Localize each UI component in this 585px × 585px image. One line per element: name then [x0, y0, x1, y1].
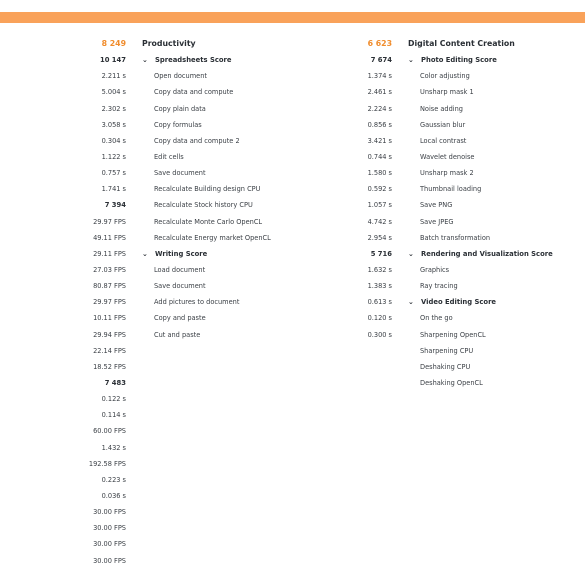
productivity-title: Productivity — [142, 39, 196, 48]
rendering-score-label: Rendering and Visualization Score — [421, 249, 553, 258]
list-item: Recalculate Building design CPU — [154, 185, 261, 194]
score-value: 6 623 — [367, 39, 392, 48]
result-value: 2.211 s — [101, 72, 126, 81]
result-value: 0.592 s — [367, 185, 392, 194]
list-item: Unsharp mask 1 — [420, 88, 474, 97]
list-item: Copy data and compute 2 — [154, 136, 240, 145]
list-item: Recalculate Stock history CPU — [154, 201, 253, 210]
result-value: 0.304 s — [101, 136, 126, 145]
list-item: Load document — [154, 265, 206, 274]
result-value: 3.421 s — [367, 136, 392, 145]
video-editing-score-toggle[interactable] — [408, 294, 583, 310]
result-value: 0.613 s — [367, 298, 392, 307]
list-item: Copy data and compute — [154, 88, 234, 97]
result-value: 2.302 s — [101, 104, 126, 113]
result-value: 0.757 s — [101, 169, 126, 178]
result-value: 29.97 FPS — [93, 217, 126, 226]
dcc-section — [408, 36, 583, 391]
result-value: 60.00 FPS — [93, 427, 126, 436]
chevron-down-icon: ⌄ — [408, 56, 414, 65]
result-value: 0.120 s — [367, 314, 392, 323]
video-editing-score-label: Video Editing Score — [421, 298, 497, 307]
list-item: Recalculate Monte Carlo OpenCL — [154, 217, 263, 226]
result-value: 30.00 FPS — [93, 508, 126, 517]
score-value: 5 716 — [370, 249, 392, 258]
result-value: 1.374 s — [367, 72, 392, 81]
result-value: 0.114 s — [101, 411, 126, 420]
list-item: Save document — [154, 282, 206, 291]
list-item: Ray tracing — [420, 282, 458, 291]
result-value: 30.00 FPS — [93, 556, 126, 565]
list-item: Save JPEG — [420, 217, 454, 226]
list-item: Edit cells — [154, 152, 184, 161]
score-value: 7 674 — [370, 56, 392, 65]
result-value: 29.97 FPS — [93, 298, 126, 307]
result-value: 10.11 FPS — [93, 314, 126, 323]
result-value: 0.223 s — [101, 475, 126, 484]
list-item: Save document — [154, 169, 206, 178]
result-value: 0.036 s — [101, 491, 126, 500]
result-value: 1.741 s — [101, 185, 126, 194]
writing-score-toggle[interactable] — [142, 246, 342, 262]
list-item: Copy formulas — [154, 120, 202, 129]
dcc-title: Digital Content Creation — [408, 39, 515, 48]
list-item: Graphics — [420, 265, 450, 274]
chevron-down-icon: ⌄ — [142, 249, 148, 258]
list-item: Recalculate Energy market OpenCL — [154, 233, 271, 242]
result-value: 1.632 s — [367, 265, 392, 274]
list-item: Cut and paste — [154, 330, 201, 339]
result-value: 30.00 FPS — [93, 524, 126, 533]
top-accent-bar — [0, 12, 585, 23]
chevron-down-icon: ⌄ — [142, 56, 148, 65]
result-value: 22.14 FPS — [93, 346, 126, 355]
list-item: Open document — [154, 72, 207, 81]
list-item: Deshaking CPU — [420, 362, 471, 371]
list-item: Deshaking OpenCL — [420, 378, 483, 387]
result-value: 1.432 s — [101, 443, 126, 452]
result-value: 192.58 FPS — [88, 459, 126, 468]
result-value: 27.03 FPS — [93, 265, 126, 274]
score-value: 8 249 — [101, 39, 126, 48]
result-value: 80.87 FPS — [93, 282, 126, 291]
result-value: 2.224 s — [367, 104, 392, 113]
productivity-values-column — [60, 36, 126, 569]
result-value: 18.52 FPS — [93, 362, 126, 371]
result-value: 29.11 FPS — [93, 249, 126, 258]
result-value: 2.954 s — [367, 233, 392, 242]
result-value: 1.122 s — [101, 152, 126, 161]
result-value: 1.383 s — [367, 282, 392, 291]
result-value: 1.057 s — [367, 201, 392, 210]
list-item: Copy and paste — [154, 314, 206, 323]
list-item: On the go — [420, 314, 453, 323]
result-value: 29.94 FPS — [93, 330, 126, 339]
result-value: 3.058 s — [101, 120, 126, 129]
list-item: Add pictures to document — [154, 298, 240, 307]
result-value: 2.461 s — [367, 88, 392, 97]
list-item: Thumbnail loading — [420, 185, 482, 194]
result-value: 49.11 FPS — [93, 233, 126, 242]
spreadsheets-score-label: Spreadsheets Score — [155, 56, 232, 65]
list-item: Gaussian blur — [420, 120, 466, 129]
rendering-score-toggle[interactable] — [408, 246, 583, 262]
writing-score-label: Writing Score — [155, 249, 208, 258]
result-value: 5.004 s — [101, 88, 126, 97]
chevron-down-icon: ⌄ — [408, 249, 414, 258]
list-item: Noise adding — [420, 104, 463, 113]
list-item: Local contrast — [420, 136, 467, 145]
list-item: Sharpening CPU — [420, 346, 474, 355]
result-value: 30.00 FPS — [93, 540, 126, 549]
result-value: 0.122 s — [101, 395, 126, 404]
list-item: Copy plain data — [154, 104, 206, 113]
score-value: 7 394 — [104, 201, 126, 210]
score-value: 10 147 — [99, 56, 126, 65]
photo-editing-score-label: Photo Editing Score — [421, 56, 497, 65]
result-value: 4.742 s — [367, 217, 392, 226]
result-value: 0.856 s — [367, 120, 392, 129]
list-item: Batch transformation — [420, 233, 491, 242]
list-item: Wavelet denoise — [420, 152, 475, 161]
productivity-section — [142, 36, 342, 343]
spreadsheets-score-toggle[interactable] — [142, 52, 342, 68]
chevron-down-icon: ⌄ — [408, 298, 414, 307]
list-item: Save PNG — [420, 201, 453, 210]
result-value: 0.300 s — [367, 330, 392, 339]
photo-editing-score-toggle[interactable] — [408, 52, 583, 68]
dcc-values-column — [330, 36, 392, 343]
result-value: 0.744 s — [367, 152, 392, 161]
list-item: Color adjusting — [420, 72, 470, 81]
result-value: 1.580 s — [367, 169, 392, 178]
list-item: Unsharp mask 2 — [420, 169, 474, 178]
list-item: Sharpening OpenCL — [420, 330, 486, 339]
score-value: 7 483 — [104, 378, 126, 387]
